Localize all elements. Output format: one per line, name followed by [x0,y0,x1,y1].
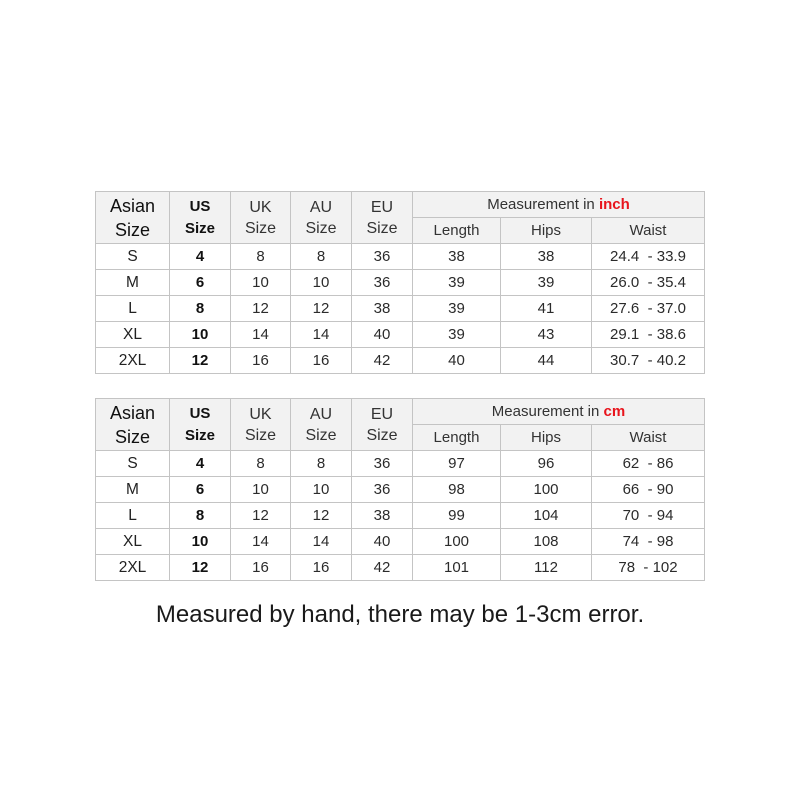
asian-size-cell: XL [96,529,170,555]
us-size-cell: 4 [170,451,231,477]
asian-size-cell: M [96,477,170,503]
us-size-cell: 12 [170,348,231,374]
asian-size-cell: L [96,503,170,529]
us-size-header [170,192,231,244]
hips-header: Hips [501,218,592,244]
waist-cell: 24.4 - 33.9 [592,244,705,270]
au-size-cell: 16 [291,348,352,374]
measurement-prefix: Measurement in [487,196,599,213]
uk-size-cell: 16 [231,555,291,581]
size-table-cm [95,398,705,581]
au-size-cell: 14 [291,322,352,348]
us-size-cell: 10 [170,529,231,555]
asian-size-cell: 2XL [96,348,170,374]
eu-size-cell: 38 [352,503,413,529]
hips-cell: 104 [501,503,592,529]
eu-size-cell: 40 [352,529,413,555]
asian-size-cell: M [96,270,170,296]
length-cell: 98 [413,477,501,503]
length-header: Length [413,218,501,244]
eu-size-cell: 38 [352,296,413,322]
header-line: US [189,404,211,422]
length-cell: 38 [413,244,501,270]
eu-size-cell: 36 [352,244,413,270]
header-line: Size [244,219,277,237]
au-size-cell: 12 [291,296,352,322]
hips-cell: 108 [501,529,592,555]
au-size-cell: 14 [291,529,352,555]
waist-cell: 74 - 98 [592,529,705,555]
measurement-unit-header [413,399,705,425]
header-line: Size [184,426,215,444]
uk-size-cell: 10 [231,270,291,296]
waist-header: Waist [592,218,705,244]
us-size-header [170,399,231,451]
eu-size-header [352,192,413,244]
header-line: Size [366,426,398,444]
hips-header: Hips [501,425,592,451]
length-header: Length [413,425,501,451]
uk-size-cell: 14 [231,529,291,555]
length-cell: 39 [413,322,501,348]
waist-cell: 27.6 - 37.0 [592,296,705,322]
waist-cell: 66 - 90 [592,477,705,503]
length-cell: 39 [413,296,501,322]
uk-size-cell: 14 [231,322,291,348]
length-cell: 99 [413,503,501,529]
au-size-cell: 8 [291,244,352,270]
unit-highlight: cm [603,403,626,420]
waist-cell: 62 - 86 [592,451,705,477]
waist-cell: 30.7 - 40.2 [592,348,705,374]
header-line: Asian [109,195,156,216]
length-cell: 101 [413,555,501,581]
hips-cell: 43 [501,322,592,348]
eu-size-cell: 36 [352,451,413,477]
hips-cell: 39 [501,270,592,296]
us-size-cell: 10 [170,322,231,348]
header-line: Size [366,219,398,237]
uk-size-header [231,399,291,451]
uk-size-cell: 8 [231,244,291,270]
waist-cell: 78 - 102 [592,555,705,581]
au-size-cell: 10 [291,270,352,296]
measurement-unit-header [413,192,705,218]
us-size-cell: 6 [170,477,231,503]
waist-cell: 70 - 94 [592,503,705,529]
header-line: Size [114,426,150,447]
asian-size-cell: L [96,296,170,322]
waist-cell: 26.0 - 35.4 [592,270,705,296]
header-line: AU [309,405,333,423]
hips-cell: 41 [501,296,592,322]
au-size-header [291,192,352,244]
header-line: UK [249,198,272,216]
asian-size-header [96,192,170,244]
header-line: Size [114,219,150,240]
asian-size-cell: S [96,244,170,270]
us-size-cell: 6 [170,270,231,296]
us-size-cell: 8 [170,296,231,322]
au-size-cell: 16 [291,555,352,581]
header-line: AU [309,198,333,216]
header-line: EU [370,198,394,216]
header-line: UK [249,405,272,423]
asian-size-cell: 2XL [96,555,170,581]
eu-size-cell: 36 [352,270,413,296]
uk-size-cell: 12 [231,503,291,529]
length-cell: 40 [413,348,501,374]
measurement-prefix: Measurement in [491,403,604,420]
us-size-cell: 8 [170,503,231,529]
waist-header: Waist [592,425,705,451]
hips-cell: 38 [501,244,592,270]
header-line: Size [184,219,215,237]
uk-size-cell: 16 [231,348,291,374]
hips-cell: 112 [501,555,592,581]
uk-size-cell: 10 [231,477,291,503]
header-line: Size [305,426,337,444]
unit-highlight: inch [598,196,630,213]
header-line: Size [244,426,277,444]
au-size-cell: 12 [291,503,352,529]
header-line: EU [370,405,394,423]
hips-cell: 96 [501,451,592,477]
uk-size-header [231,192,291,244]
eu-size-header [352,399,413,451]
header-line: US [189,197,211,215]
header-line: Asian [109,402,156,423]
length-cell: 97 [413,451,501,477]
waist-cell: 29.1 - 38.6 [592,322,705,348]
measurement-note: Measured by hand, there may be 1-3cm error. [155,601,645,628]
au-size-cell: 10 [291,477,352,503]
hips-cell: 100 [501,477,592,503]
hips-cell: 44 [501,348,592,374]
us-size-cell: 12 [170,555,231,581]
eu-size-cell: 40 [352,322,413,348]
asian-size-cell: XL [96,322,170,348]
uk-size-cell: 8 [231,451,291,477]
header-line: Size [305,219,337,237]
eu-size-cell: 42 [352,348,413,374]
au-size-cell: 8 [291,451,352,477]
uk-size-cell: 12 [231,296,291,322]
eu-size-cell: 36 [352,477,413,503]
us-size-cell: 4 [170,244,231,270]
au-size-header [291,399,352,451]
size-table-inch [95,191,705,374]
eu-size-cell: 42 [352,555,413,581]
asian-size-header [96,399,170,451]
length-cell: 100 [413,529,501,555]
length-cell: 39 [413,270,501,296]
asian-size-cell: S [96,451,170,477]
